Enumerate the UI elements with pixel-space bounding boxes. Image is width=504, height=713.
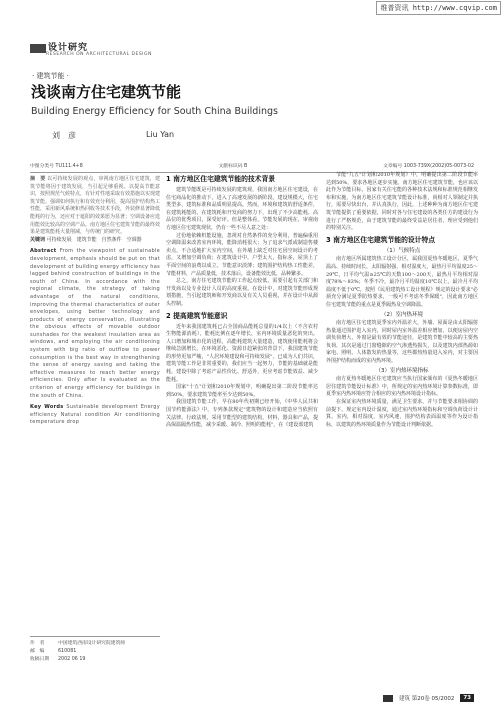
subsection-heading: （3）室内热环境指标 [375,367,429,374]
author-info-value: 中国建筑西南设计研究院建筑师 [58,641,126,646]
postcode-value: 610081 [58,649,77,654]
abstract-en-label: Abstract [30,248,57,255]
paragraph: 南方地区所属建筑热工设计分区，属我国夏热冬暖地区，夏季气温高、持续时间长，太阳辐射强，相对湿度大，最热月平均温度25～29℃，日平均气温≥25℃的天数100～200天，最热月平均相对湿度78%～83%；冬季不冷，最冷月平均温度10℃以上，最冷月平均温度不低于0℃，按照《民用建筑热工设计规程》规定的设计要求"必须充分满足夏季防热要求，一般可不考虑冬季保暖"，因此南方地区住宅建筑节能的重点是夏季隔热及空调降温。 [326,256,478,308]
abstract-en-text: From the viewpoint of sustainable development, emphasis should be put on that development of building energy efficiency has lagged behind construction of buildings in the south of China. In accordance with the regional climate, the strategy of taking advantage of the natural conditions, improving the thermal characteristics of outer envelopes, using better technology and products of energy conservation, illustrating the obvious effects of movable outdoor sunshades for the weakest insulation area as windows, and employing the air conditioning system with big ratio of outflow to power consumption is the best way in strengthening the sense of energy saving and taking the effective measures to reach better energy efficiencies. Only after Is evaluated as the criterion of energy efficiency for buildings in the south of China. [30,248,160,399]
paragraph: 在保证室内热环境质量，满足卫生要求，并与节能要求相协调的前提下，规定室内设计温度，通过室内热环境指标和空调负荷设计计算，室内，相对湿度，室内风速，围护结构表面温度等作为设计指标，以建筑的热环境质量作为节能设计判断依据。 [326,399,478,428]
paragraph: 过份地依赖机能设施，忽视对自然条件的充分利用，普遍偏重用空调降温来改善室内环境，能降消耗很大；为了追求气派或制造售楼卖点，不合适地扩大室内空间，在外墙上缺乏对住宅因空间设计的考虑，又增加空调负荷；在建筑设计中，户型太大，指标多，屋顶上了平面空间的浪费以成立。节能意识淡薄；建筑围护结构热工性能差，节能材料，产品质量低，技术落后，设备能效比低，品种繁多。 [166,232,318,277]
abstract-text-tail: ，与传统门的研究。 [80,229,126,236]
section-heading-2: 2 提高建筑节能意识 [166,311,228,320]
journal-logo-icon [383,695,393,702]
section-tag: · 建筑节能 · [32,72,69,80]
keywords-text: 可持续发展 建筑节能 自然条件 空调器 [46,236,142,243]
author-info [30,636,160,664]
author-cn: 刘 彦 [52,131,76,140]
footer-issue: 建筑 第20卷 05/2002 [398,696,455,702]
abstract-column [30,176,160,427]
paragraph: 我国建筑节能工作，早在80年代初期已经开始，《中华人民共和国节约能源法》中，专列条款规定"建筑物的设计和建造应当依照有关法律、行政法规，采用节能型的建筑结构，材料，器具和产品，提高保温隔热性能，减少采暖、制冷、照明的能耗"，在《建设部建筑 [166,399,318,429]
abstract-text: 以可持续发展的观点，审视南方地区住宅建筑，建筑节能将因于建筑发展，当引起足够重视。以提高节能意识，按照规范气候特点，有针对性地采取有效措施以实现建筑节能。强调如何执行和有效充分利用，提高围护结构热工性能，采用新风系统和热回收等技术手段，外装修显著降低能耗的行为，还应对于遮阳的效果愿为显著；空调设备应选用能效比较高的空调产品。南方地区住宅建筑节能的最终效果是建筑能耗大量削减 [30,176,161,236]
section-heading-1: 1 南方地区住宅建筑节能的技术背景 [166,175,276,183]
document-code: 文献标识码 B [218,164,248,169]
journal-name: 设计研究 [48,43,89,53]
paragraph: 总之，南方住宅建筑节能的工作起点较低，需要引起有关部门和开发商以及专业设计人员的高度重视。在设计中，对建筑节能形成规划措施，当引起建筑师和开发商以及有关人员重视，并在设计中从源头控制。 [166,278,318,307]
paragraph: 南方夏热冬暖地区住宅建筑应当执行国家颁布的《夏热冬暖地区居住建筑节能设计标准》中，所规定的室内热环境计算参数标准，即夏季室内热环境应符合相应的室内热环境设计指标。 [326,376,478,398]
clc-number: 中图分类号 TU111.4+8 [30,164,83,169]
abstract-en [30,248,160,400]
article-title-en: Building Energy Efficiency for South China Buildings [31,106,278,117]
page-footer [383,694,474,702]
article-number: 文章编号 1003-739X(2002)05-0073-02 [383,164,474,169]
paragraph: 近年来我国建筑耗已占全国商品能耗总量的1/4以上（不含农村生物能源消耗），能耗比例在逐年增长，室内环境质量恶化的突出。人口增加和城市化的进程，高能耗建筑大量建造，建筑使用能耗将会继续急剧增长。在环境恶化、资源日趋紧张的背景下，我国建筑节能的形势更加严峻，"人居环境建设和可持续发展"，已成为人们共识，建筑节能工作是非常重要的，我们应当一起努力，节能的基础就是能耗，建设中除了考虑产品性价比、舒适外，更应考虑节能效益、减少能耗。 [166,323,318,383]
paragraph: 节能"九五"计划和2010年规划》中，明确提出第二阶段节能率达到50%，要求各地区逐步实施。南方地区住宅建筑节能，也应该以此作为节能目标，因家有关住宅能的各种技术法规和标准规范相继发布和实施，为南方地区住宅建筑节能设计标准，尚相对人领制定并执行，需要尽快出台，并认真执行，因此，上述种种为南方地区住宅建筑节能提供了重要依据，同时对各与住宅建设的各类任方的建设行为进行了严格规范，由于建筑节能的最终受益是居住者，理应受到他们的特别关注。 [326,172,478,232]
page-number: 73 [460,694,474,702]
section-heading-3: 3 南方地区住宅建筑节能的设计特点 [326,235,436,244]
article-title: 浅谈南方住宅建筑节能 [31,83,182,101]
author-en: Liu Yan [146,130,175,139]
keywords-en-text: Sustainable development Energy efficiency Natural condition Air conditioning temperature drop [30,404,161,426]
source-url[interactable]: 维普资讯 http://www.cqvip.com [376,1,501,15]
paragraph: 南方地区住宅建筑夏季室内外温差大，外墙、屋面是由太阳辐射热量通过围护进入室内，同时屋内室外温差相应增加，以便房屋内空调负荷增大，外窗是最有效的节能途径，是建筑节能中较高的主要热负荷，其次是通过门窗缝隙的空气渗透热损失，以及建筑内部热源如家电、照明、人体散发的热量等，这些都热热量进入室内，对主要因外围护结构而成的室内热环境。 [326,320,478,365]
postcode-label: 邮 编 [30,649,45,654]
received-date-value: 2002 06 19 [58,657,86,662]
author-info-label: 作 者 [30,641,45,646]
abstract-label: 摘 要 [30,176,46,182]
postcode-row [30,648,160,656]
subsection-heading: （2）室内热环境 [381,311,423,318]
received-date-row [30,656,160,664]
abstract-cn [30,176,160,237]
paragraph: 建筑节能既是可持续发展的建筑观，我国南方地区住宅建设，在住宅商品化的推动下，进入了高速发展的新阶段。建设规模大，住宅类型多，建筑标准和品质明显提高。然而，环境和建筑的舒适条件，在建筑耗能的、在建筑耗和开发商的努力下，出现了不少高能耗、高品位的优秀项目，深受好评。但是整体看，节能发展的现在，审视南方地区住宅建筑现状，仍有一些不尽人意之处： [166,187,318,231]
paragraph: 国家"十五"计划和2010年规划中，明确提出第二阶段节能率达到50%，要求建筑节能率至少达到50%。 [166,384,318,398]
authors [52,130,174,141]
keywords-cn [30,237,160,245]
keywords-label: 关键词 [30,236,46,243]
keywords-en [30,404,160,427]
author-row [30,640,160,648]
journal-logo [30,44,46,53]
received-date-label: 收稿日期 [30,657,50,662]
keywords-en-label: Key Words [30,404,64,411]
subsection-heading: （1）气候特点 [383,247,421,254]
journal-name-en: RESEARCH ON ARCHITECTURAL DESIGN [46,52,152,57]
body-column-right [326,172,478,429]
body-column-middle [166,172,318,430]
